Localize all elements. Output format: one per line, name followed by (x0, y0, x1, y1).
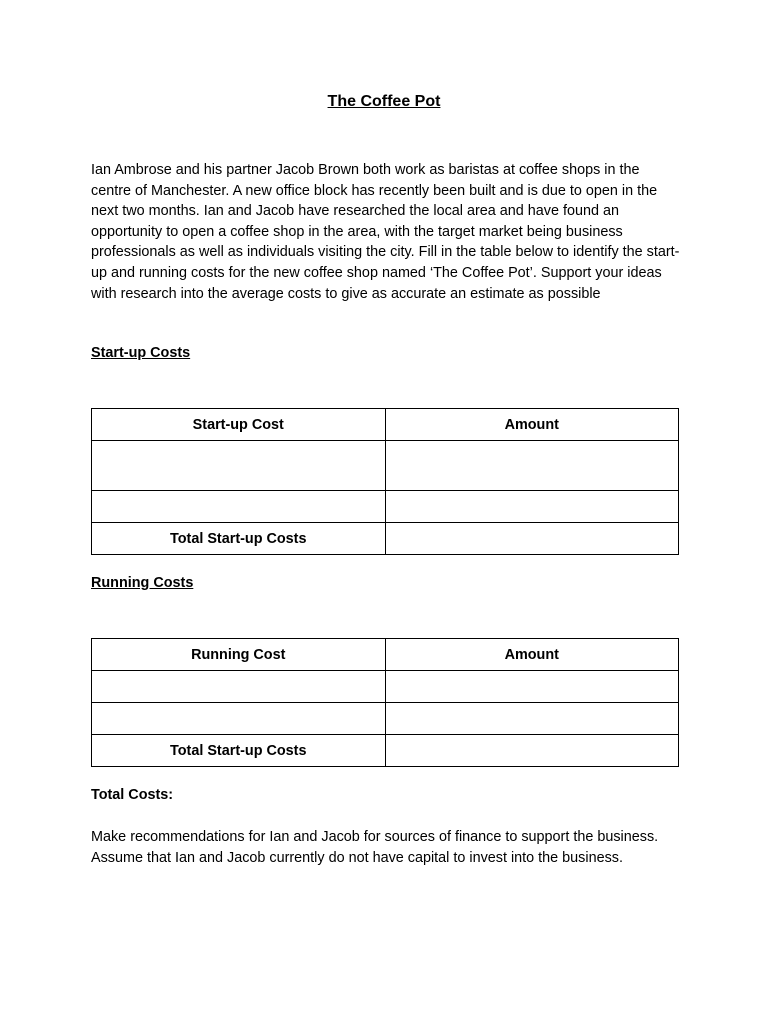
startup-costs-table (91, 408, 679, 555)
total-costs-label: Total Costs: (91, 787, 174, 803)
table-header-row (92, 409, 679, 441)
table-cell[interactable] (385, 671, 679, 703)
table-cell[interactable] (92, 491, 386, 523)
table-total-label: Total Start-up Costs (92, 523, 386, 555)
table-header-cell: Amount (385, 639, 679, 671)
table-total-row (92, 523, 679, 555)
table-header-cell: Running Cost (92, 639, 386, 671)
table-row (92, 491, 679, 523)
intro-paragraph: Ian Ambrose and his partner Jacob Brown both work as baristas at coffee shops in the centre of Manchester. A new office block has recently been built and is due to open in the next two months. Ian and Jacob have researched the local area and have found an opportunity to open a coffee shop in the area, with the target market being business professionals as well as individuals visiting the city. Fill in the table below to identify the start-up and running costs for the new coffee shop named ‘The Coffee Pot’. Support your ideas with research into the average costs to give as accurate an estimate as possible (91, 162, 680, 302)
table-header-cell: Start-up Cost (92, 409, 386, 441)
table-cell[interactable] (385, 441, 679, 491)
table-cell[interactable] (385, 703, 679, 735)
table-header-cell: Amount (385, 409, 679, 441)
page-title: The Coffee Pot (327, 93, 441, 110)
table-row (92, 671, 679, 703)
running-costs-heading: Running Costs (91, 575, 194, 591)
running-costs-table (91, 638, 679, 767)
table-total-row (92, 735, 679, 767)
table-cell[interactable] (92, 703, 386, 735)
table-row (92, 441, 679, 491)
table-total-amount[interactable] (385, 735, 679, 767)
startup-costs-heading: Start-up Costs (91, 345, 191, 361)
table-total-label: Total Start-up Costs (92, 735, 386, 767)
table-cell[interactable] (92, 441, 386, 491)
table-row (92, 703, 679, 735)
table-header-row (92, 639, 679, 671)
table-total-amount[interactable] (385, 523, 679, 555)
table-cell[interactable] (385, 491, 679, 523)
table-cell[interactable] (92, 671, 386, 703)
recommendation-paragraph: Make recommendations for Ian and Jacob for sources of finance to support the business. Assume that Ian and Jacob currently do not have capital to invest into the business. (91, 829, 659, 866)
